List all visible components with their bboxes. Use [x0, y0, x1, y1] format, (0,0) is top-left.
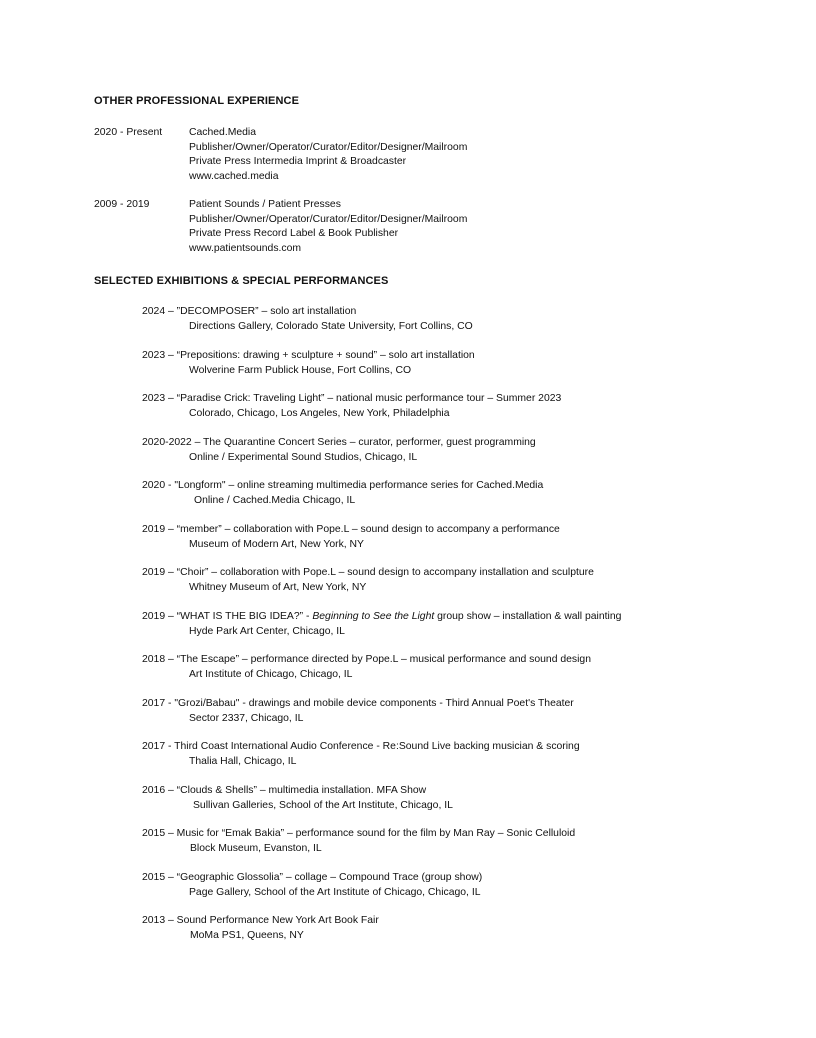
exhibition-venue: Art Institute of Chicago, Chicago, IL [189, 668, 353, 680]
exhibition-title: 2023 – “Prepositions: drawing + sculpture + sound” – solo art installation [142, 350, 475, 361]
exhibition-title: 2023 – “Paradise Crick: Traveling Light” – national music performance tour – Summer 2023 [142, 393, 562, 404]
exhibition-title: 2016 – “Clouds & Shells” – multimedia installation. MFA Show [142, 785, 427, 796]
exhibition-entry [142, 523, 560, 552]
exhibition-venue: Page Gallery, School of the Art Institute of Chicago, Chicago, IL [189, 886, 481, 898]
exhibition-title: 2015 – “Geographic Glossolia” – collage – Compound Trace (group show) [142, 872, 483, 883]
exhibition-show-title: Beginning to See the Light [312, 611, 435, 622]
experience-description: Private Press Intermedia Imprint & Broadcaster [189, 156, 407, 167]
exhibition-entry [142, 784, 453, 813]
experience-website: www.cached.media [189, 170, 279, 182]
exhibition-venue: MoMa PS1, Queens, NY [190, 929, 304, 941]
exhibition-title: 2017 - Third Coast International Audio Conference - Re:Sound Live backing musician & scoring [142, 741, 580, 752]
exhibitions-heading: SELECTED EXHIBITIONS & SPECIAL PERFORMANCES [94, 275, 389, 287]
exhibition-title: 2020 - "Longform" – online streaming multimedia performance series for Cached.Media [142, 480, 544, 491]
experience-organization: Patient Sounds / Patient Presses [189, 199, 341, 210]
experience-organization: Cached.Media [189, 127, 257, 138]
exhibition-venue: Hyde Park Art Center, Chicago, IL [189, 625, 345, 637]
exhibition-title-suffix: group show – installation & wall painting [434, 611, 622, 622]
exhibition-venue: Online / Cached.Media Chicago, IL [194, 494, 356, 506]
exhibition-venue: Online / Experimental Sound Studios, Chicago, IL [189, 451, 418, 463]
exhibition-title: 2020-2022 – The Quarantine Concert Series – curator, performer, guest programming [142, 437, 536, 448]
exhibition-title: 2019 – “member” – collaboration with Pope.L – sound design to accompany a performance [142, 524, 560, 535]
experience-date: 2020 - Present [94, 127, 163, 138]
experience-description: Private Press Record Label & Book Publisher [189, 228, 399, 239]
exhibition-venue: Colorado, Chicago, Los Angeles, New York, Philadelphia [189, 407, 450, 419]
experience-roles: Publisher/Owner/Operator/Curator/Editor/Designer/Mailroom [189, 213, 468, 225]
exhibition-title: 2018 – “The Escape” – performance directed by Pope.L – musical performance and sound design [142, 654, 591, 665]
exhibition-title: 2017 - "Grozi/Babau" - drawings and mobile device components - Third Annual Poet's Theater [142, 698, 574, 709]
exhibition-entry [142, 653, 591, 682]
exhibition-entry [142, 610, 621, 639]
exhibition-entry [142, 392, 561, 421]
exhibition-title: 2019 – “Choir” – collaboration with Pope.L – sound design to accompany installation and sculpture [142, 567, 594, 578]
experience-roles: Publisher/Owner/Operator/Curator/Editor/Designer/Mailroom [189, 141, 468, 153]
exhibition-venue: Museum of Modern Art, New York, NY [189, 538, 364, 550]
exhibition-venue: Sullivan Galleries, School of the Art Institute, Chicago, IL [193, 799, 453, 811]
experience-heading: OTHER PROFESSIONAL EXPERIENCE [94, 95, 300, 107]
exhibition-venue: Thalia Hall, Chicago, IL [189, 755, 297, 767]
exhibition-entry [142, 479, 543, 508]
exhibition-title-prefix: 2019 – “WHAT IS THE BIG IDEA?” - [142, 611, 313, 622]
experience-website: www.patientsounds.com [189, 242, 302, 254]
exhibition-venue: Wolverine Farm Publick House, Fort Collins, CO [189, 364, 412, 376]
exhibition-title: 2015 – Music for “Emak Bakia” – performance sound for the film by Man Ray – Sonic Celluloid [142, 828, 576, 839]
exhibition-title: 2013 – Sound Performance New York Art Book Fair [142, 915, 379, 926]
exhibition-entry [142, 871, 482, 900]
exhibition-entry [142, 827, 575, 856]
exhibition-entry [142, 305, 473, 334]
exhibition-entry [142, 914, 379, 943]
exhibition-entry [142, 740, 580, 769]
exhibition-title [142, 610, 621, 625]
exhibition-venue: Whitney Museum of Art, New York, NY [189, 581, 367, 593]
exhibition-venue: Directions Gallery, Colorado State University, Fort Collins, CO [189, 320, 473, 332]
exhibition-entry [142, 697, 574, 726]
exhibition-title: 2024 – ”DECOMPOSER” – solo art installation [142, 306, 357, 317]
experience-date: 2009 - 2019 [94, 199, 150, 210]
exhibition-entry [142, 349, 475, 378]
exhibition-venue: Block Museum, Evanston, IL [190, 842, 322, 854]
exhibition-entry [142, 436, 536, 465]
exhibition-venue: Sector 2337, Chicago, IL [189, 712, 304, 724]
exhibition-entry [142, 566, 594, 595]
